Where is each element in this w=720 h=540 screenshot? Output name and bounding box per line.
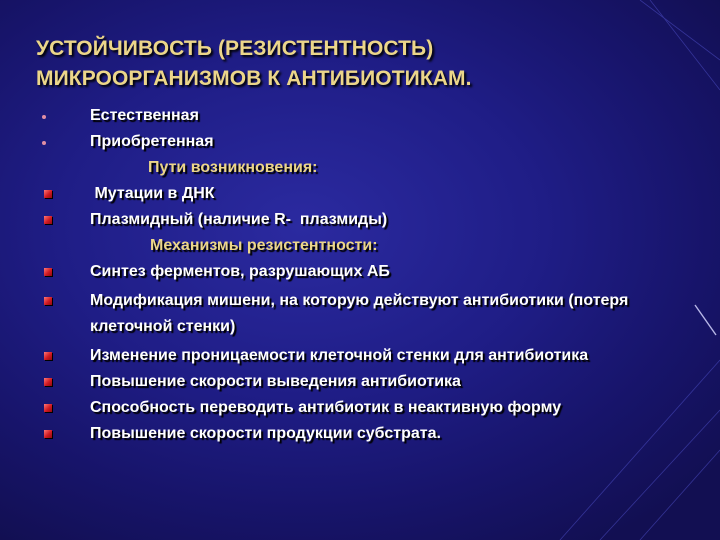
- list-item: [36, 372, 686, 392]
- title-line: МИКРООРГАНИЗМОВ К АНТИБИОТИКАМ.: [36, 67, 472, 90]
- slide-body: [36, 106, 686, 444]
- list-item: [36, 210, 686, 230]
- subheading-text: Механизмы резистентности:: [150, 237, 378, 254]
- square-bullet-icon: [44, 404, 52, 412]
- square-bullet-icon: [44, 190, 52, 198]
- list-item-text: Модификация мишени, на которую действуют антибиотики (потеря клеточной стенки): [90, 292, 629, 335]
- square-bullet-icon: [44, 297, 52, 305]
- square-bullet-icon: [44, 216, 52, 224]
- list-item: [36, 346, 686, 366]
- list-item: [36, 132, 686, 152]
- list-item-text: Мутации в ДНК: [90, 185, 215, 202]
- list-item-text: Способность переводить антибиотик в неактивную форму: [90, 399, 562, 416]
- dot-bullet-icon: [42, 141, 46, 145]
- list-item: [36, 424, 686, 444]
- list-item: [36, 184, 686, 204]
- title-line: УСТОЙЧИВОСТЬ (РЕЗИСТЕНТНОСТЬ): [36, 37, 434, 60]
- subheading-text: Пути возникновения:: [148, 159, 318, 176]
- list-item-text: Естественная: [90, 107, 199, 124]
- dot-bullet-icon: [42, 115, 46, 119]
- square-bullet-icon: [44, 352, 52, 360]
- square-bullet-icon: [44, 268, 52, 276]
- list-item-text: Плазмидный (наличие R- плазмиды): [90, 211, 388, 228]
- list-item: [36, 106, 686, 126]
- list-item: [36, 398, 686, 418]
- square-bullet-icon: [44, 378, 52, 386]
- subheading: [36, 236, 686, 256]
- list-item-text: Приобретенная: [90, 133, 214, 150]
- list-item-text: Изменение проницаемости клеточной стенки для антибиотика: [90, 347, 589, 364]
- list-item: [36, 288, 686, 340]
- list-item-text: Синтез ферментов, разрушающих АБ: [90, 263, 390, 280]
- subheading: [36, 158, 686, 178]
- list-item: [36, 262, 686, 282]
- square-bullet-icon: [44, 430, 52, 438]
- list-item-text: Повышение скорости выведения антибиотика: [90, 373, 461, 390]
- slide-title: [36, 34, 676, 94]
- list-item-text: Повышение скорости продукции субстрата.: [90, 425, 441, 442]
